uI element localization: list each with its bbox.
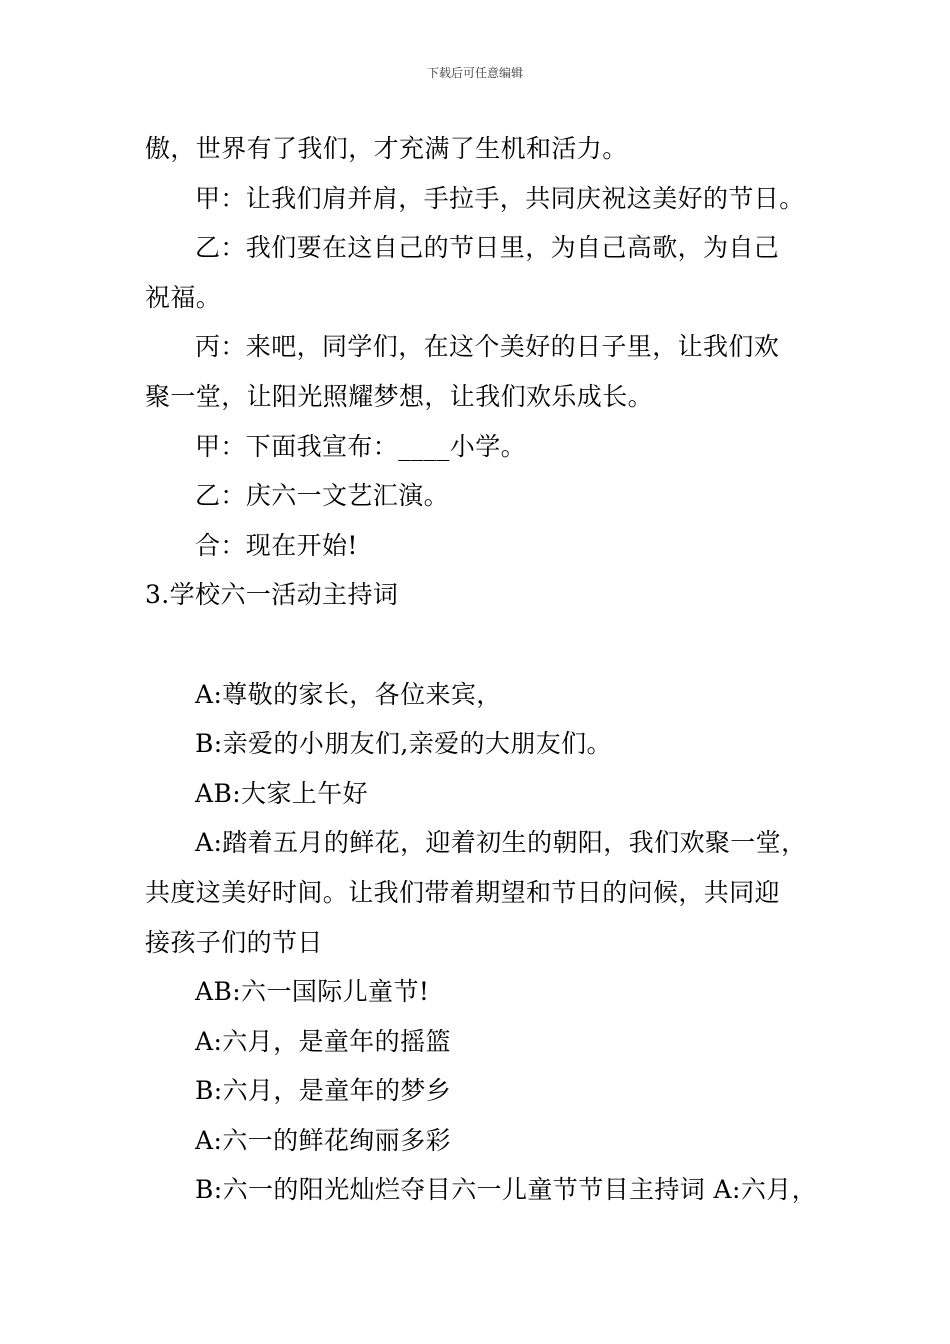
paragraph-line: 合：现在开始! (195, 530, 358, 560)
blank-line (145, 620, 835, 670)
paragraph-line: 聚一堂，让阳光照耀梦想，让我们欢乐成长。 (145, 381, 654, 411)
paragraph-line: 傲，世界有了我们，才充满了生机和活力。 (145, 134, 628, 163)
paragraph-line: A:尊敬的家长，各位来宾， (195, 679, 502, 709)
paragraph-line: 祝福。 (145, 282, 222, 312)
paragraph-line: 丙：来吧，同学们，在这个美好的日子里，让我们欢 (195, 332, 780, 362)
paragraph-line: B:亲爱的小朋友们,亲爱的大朋友们。 (195, 729, 612, 759)
paragraph-line: 甲：让我们肩并肩，手拉手，共同庆祝这美好的节日。 (195, 183, 805, 213)
paragraph-line: AB:大家上午好 (195, 778, 369, 808)
paragraph-line: B:六月，是童年的梦乡 (195, 1076, 452, 1106)
paragraph-line: 乙：庆六一文艺汇演。 (195, 481, 450, 511)
paragraph-line: AB:六一国际儿童节! (195, 977, 430, 1007)
paragraph-line: 甲：下面我宣布：____小学。 (195, 431, 527, 461)
paragraph-line: A:踏着五月的鲜花，迎着初生的朝阳，我们欢聚一堂， (195, 828, 807, 858)
document-body (145, 124, 835, 1215)
paragraph-line: A:六月，是童年的摇篮 (195, 1026, 451, 1056)
paragraph-line: 接孩子们的节日 (145, 927, 323, 957)
paragraph-line: 共度这美好时间。让我们带着期望和节日的问候，共同迎 (145, 877, 781, 907)
paragraph-line: B:六一的阳光灿烂夺目六一儿童节节目主持词 A:六月， (195, 1175, 818, 1205)
paragraph-line: A:六一的鲜花绚丽多彩 (195, 1125, 451, 1155)
paragraph-line: 乙：我们要在这自己的节日里，为自己高歌，为自己 (195, 233, 780, 263)
section-heading: 3.学校六一活动主持词 (145, 580, 399, 610)
page-header: 下载后可任意编辑 (426, 66, 523, 80)
